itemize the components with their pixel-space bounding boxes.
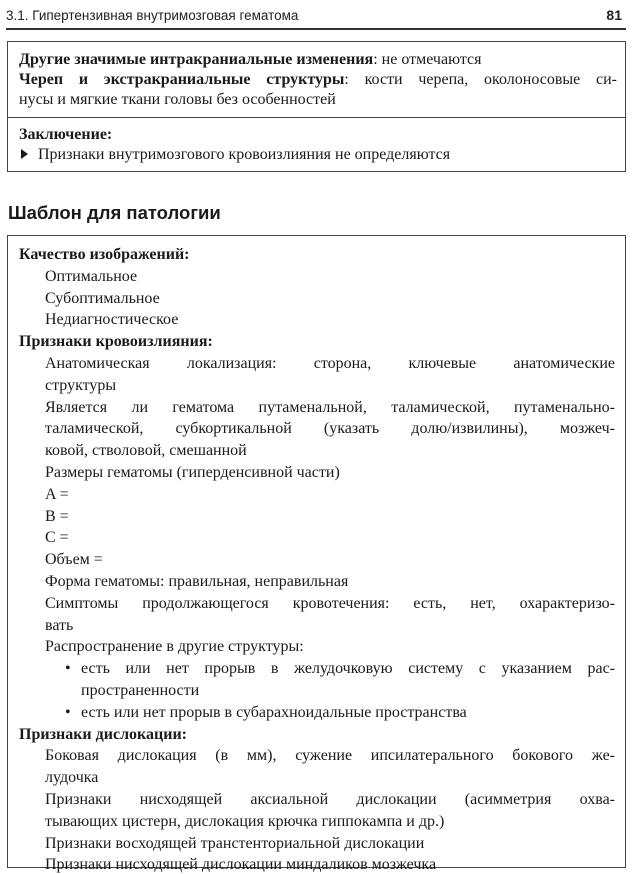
spread-label: Распространение в другие структуры:	[45, 638, 304, 656]
skull-line	[19, 70, 617, 90]
lateral-line-b: лудочка	[45, 769, 99, 787]
normal-report-box	[7, 41, 626, 172]
quality-option: Субоптимальное	[45, 289, 160, 307]
findings-section	[19, 50, 617, 110]
skull-value-a: : кости черепа, околоносовые си-	[344, 71, 617, 88]
localization-line-b: структуры	[45, 376, 117, 394]
hematoma-type-line-c: ковой, стволовой, смешанной	[45, 442, 247, 460]
bleeding-line-a: Симптомы продолжающегося кровотечения: есть, нет, охарактеризо-	[45, 594, 615, 612]
box-divider	[8, 117, 625, 118]
list-item-text-a: есть или нет прорыв в субарахноидальные пространства	[81, 703, 467, 721]
dislocation-label: Признаки дислокации:	[19, 725, 187, 743]
skull-label: Череп и экстракраниальные структуры	[19, 71, 345, 88]
dimension-a: A =	[45, 485, 69, 503]
dimension-c: C =	[45, 529, 69, 547]
descending-axial-line-a: Признаки нисходящей аксиальной дислокации (асимметрия охва-	[45, 790, 615, 808]
bleeding-line-b: вать	[45, 616, 74, 634]
ascending-transtentorial-line: Признаки восходящей транстенториальной дислокации	[45, 834, 425, 852]
list-item	[19, 658, 615, 702]
quality-label: Качество изображений:	[19, 246, 190, 263]
lateral-line-a: Боковая дислокация (в мм), сужение ипсилатерального бокового же-	[45, 747, 615, 765]
chapter-title: 3.1. Гипертензивная внутримозговая гематома	[6, 8, 299, 23]
volume: Объем =	[45, 551, 103, 569]
hemorrhage-label: Признаки кровоизлияния:	[19, 333, 213, 351]
conclusion-item	[19, 145, 617, 165]
list-item-text-b: пространенности	[81, 681, 200, 699]
intracranial-label: Другие значимые интракраниальные изменения	[19, 51, 374, 68]
bullet-dot-icon: •	[65, 660, 71, 678]
hematoma-type-line-a: Является ли гематома путаменальной, таламической, путаменально-	[45, 398, 615, 416]
conclusion-section	[19, 125, 617, 165]
hematoma-type-line-b: таламической, субкортикальной (указать долю/извилины), мозжеч-	[45, 420, 615, 438]
size-label: Размеры гематомы (гиперденсивной части)	[45, 463, 340, 481]
localization-line-a: Анатомическая локализация: сторона, ключевые анатомические	[45, 354, 615, 372]
conclusion-item-text: Признаки внутримозгового кровоизлияния не определяются	[38, 146, 451, 163]
list-item	[19, 702, 615, 724]
descending-axial-line-b: тывающих цистерн, дислокация крючка гиппокампа и др.)	[45, 812, 445, 830]
page-number: 81	[606, 7, 622, 23]
quality-option: Недиагностическое	[45, 311, 179, 329]
section-heading: Шаблон для патологии	[8, 202, 221, 223]
template-content	[19, 244, 615, 874]
tonsillar-line: Признаки нисходящей дислокации миндаликов мозжечка	[45, 856, 437, 874]
conclusion-label: Заключение:	[19, 126, 113, 143]
dimension-b: B =	[45, 507, 69, 525]
triangle-bullet-icon	[21, 149, 28, 159]
skull-value-b: нусы и мягкие ткани головы без особенностей	[19, 91, 336, 108]
list-item-text-a: есть или нет прорыв в желудочковую систему с указанием рас-	[81, 660, 615, 678]
bullet-dot-icon: •	[65, 703, 71, 721]
pathology-template-box	[7, 235, 626, 874]
shape-line: Форма гематомы: правильная, неправильная	[45, 572, 349, 590]
intracranial-line	[19, 50, 617, 70]
intracranial-value: : не отмечаются	[373, 51, 482, 68]
quality-option: Оптимальное	[45, 267, 138, 285]
running-header	[6, 2, 626, 28]
header-rule	[6, 28, 626, 30]
